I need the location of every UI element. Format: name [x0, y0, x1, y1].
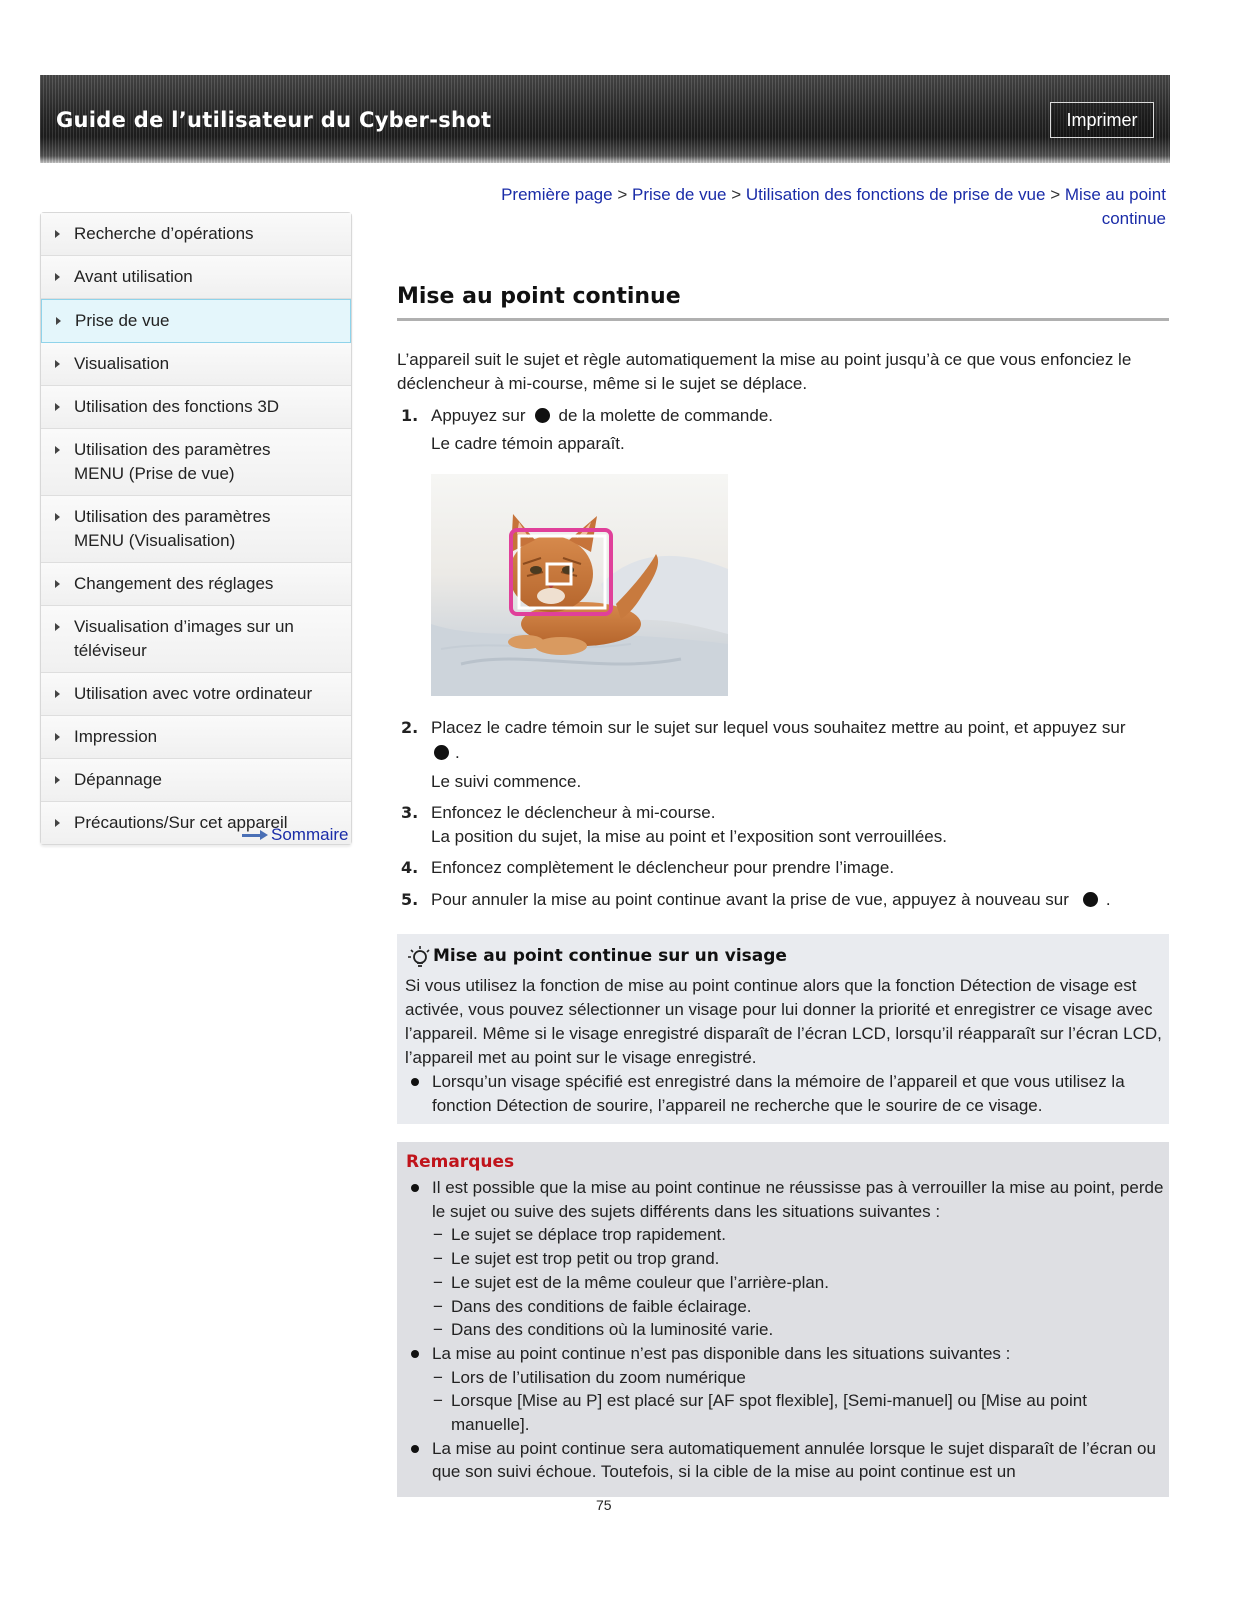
step-text: Enfoncez le déclencheur à mi-course. [431, 803, 716, 822]
sidebar-item-label: Précautions/Sur cet appareil [74, 813, 288, 832]
sidebar-item[interactable] [41, 673, 351, 716]
sidebar-item[interactable] [41, 606, 351, 673]
sidebar-item[interactable] [41, 386, 351, 429]
note-subitem: − Lorsque [Mise au P] est placé sur [AF spot flexible], [Semi-manuel] ou [Mise au point manuelle]. [405, 1389, 1167, 1436]
page-title: Mise au point continue [397, 284, 681, 309]
step-subtext: Le suivi commence. [431, 772, 582, 791]
sidebar-item-label: Utilisation des paramètres MENU (Visualisation) [74, 507, 271, 550]
note-subitem: − Le sujet est trop petit ou trop grand. [405, 1247, 1167, 1271]
breadcrumb [400, 183, 1166, 231]
caret-right-icon [55, 513, 60, 521]
step-text: . [455, 743, 460, 762]
breadcrumb-link[interactable]: Mise au point continue [1064, 185, 1166, 228]
sidebar-item-label: Utilisation des paramètres MENU (Prise de vue) [74, 440, 271, 483]
sidebar-item[interactable] [41, 343, 351, 386]
note-subitem: − Lors de l’utilisation du zoom numérique [405, 1366, 1167, 1390]
caret-right-icon [55, 273, 60, 281]
notes-box [397, 1142, 1169, 1497]
sidebar-item[interactable] [41, 759, 351, 802]
intro-text: L’appareil suit le sujet et règle automatiquement la mise au point jusqu’à ce que vous enfonciez le déclencheur à mi-course, même si le sujet se déplace. [397, 350, 1132, 393]
sidebar-item-label: Utilisation avec votre ordinateur [74, 684, 313, 703]
sidebar-item[interactable] [41, 256, 351, 299]
breadcrumb-separator: > [1050, 185, 1061, 204]
step-number: 4. [401, 858, 419, 877]
note-subitem: − Dans des conditions de faible éclairage. [405, 1295, 1167, 1319]
hint-title: Mise au point continue sur un visage [433, 946, 787, 966]
breadcrumb-separator: > [731, 185, 742, 204]
note-bullet: La mise au point continue sera automatiquement annulée lorsque le sujet disparaît de l’écran ou que son suivi échoue. Toutefois, si la cible de la mise au point continue est un [405, 1437, 1167, 1484]
caret-right-icon [55, 819, 60, 827]
note-subitem: − Dans des conditions où la luminosité varie. [405, 1318, 1167, 1342]
cat-photo-illustration [431, 474, 728, 696]
hint-paragraph: Si vous utilisez la fonction de mise au point continue alors que la fonction Détection de visage est activée, vous pouvez sélectionner un visage pour lui donner la priorité et enregistrer ce visage avec l’appareil. Même si le visage enregistré disparaît de l’écran LCD, lorsqu’il réapparaît sur l’écran LCD, l’appareil met au point sur le visage enregistré. [405, 976, 1162, 1067]
caret-right-icon [55, 360, 60, 368]
control-wheel-center-icon [434, 745, 449, 760]
step-text: Enfoncez complètement le déclencheur pour prendre l’image. [431, 858, 895, 877]
arrow-right-icon [242, 830, 268, 840]
sidebar-item-label: Prise de vue [75, 311, 170, 330]
control-wheel-center-icon [1083, 892, 1098, 907]
step-text: Appuyez sur [431, 406, 526, 425]
step-number: 1. [401, 406, 419, 425]
guide-title: Guide de l’utilisateur du Cyber-shot [56, 108, 492, 132]
sidebar-item-label: Visualisation d’images sur un téléviseur [74, 617, 294, 660]
summary-link-label: Sommaire [271, 825, 349, 844]
page-header [40, 75, 1170, 163]
sidebar-item-label: Utilisation des fonctions 3D [74, 397, 280, 416]
sidebar-item[interactable] [41, 299, 351, 343]
caret-right-icon [55, 776, 60, 784]
page-number: 75 [596, 1497, 612, 1513]
caret-right-icon [55, 403, 60, 411]
sidebar-item[interactable] [41, 496, 351, 563]
caret-right-icon [55, 690, 60, 698]
lightbulb-hint-icon [407, 944, 431, 970]
hint-bullet: Lorsqu’un visage spécifié est enregistré dans la mémoire de l’appareil et que vous utilisez la fonction Détection de sourire, l’appareil ne recherche que le sourire de ce visage. [405, 1070, 1165, 1118]
sidebar-item[interactable] [41, 716, 351, 759]
hint-box [397, 934, 1169, 1124]
note-bullet: La mise au point continue n’est pas disponible dans les situations suivantes : [405, 1342, 1167, 1366]
hint-content [405, 974, 1165, 1118]
caret-right-icon [55, 623, 60, 631]
caret-right-icon [55, 230, 60, 238]
sidebar-item[interactable] [41, 213, 351, 256]
sidebar-item-label: Impression [74, 727, 158, 746]
breadcrumb-link[interactable]: Prise de vue [632, 185, 727, 204]
breadcrumb-link[interactable]: Première page [501, 185, 613, 204]
step-text: . [1105, 890, 1111, 909]
caret-right-icon [55, 446, 60, 454]
tracking-frame-photo [431, 474, 728, 696]
caret-right-icon [55, 580, 60, 588]
sidebar-item-label: Visualisation [74, 354, 170, 373]
step-text: de la molette de commande. [558, 406, 774, 425]
step-number: 2. [401, 718, 419, 737]
note-subitem: − Le sujet est de la même couleur que l’arrière-plan. [405, 1271, 1167, 1295]
step-number: 5. [401, 890, 419, 909]
sidebar-item[interactable] [41, 563, 351, 606]
caret-right-icon [55, 733, 60, 741]
notes-title: Remarques [406, 1152, 515, 1172]
title-divider [397, 318, 1169, 321]
summary-link[interactable] [242, 825, 348, 845]
sidebar-nav [40, 212, 352, 845]
caret-right-icon [56, 317, 61, 325]
note-subitem: − Le sujet se déplace trop rapidement. [405, 1223, 1167, 1247]
control-wheel-center-icon [535, 408, 550, 423]
breadcrumb-link[interactable]: Utilisation des fonctions de prise de vue [745, 185, 1046, 204]
breadcrumb-separator: > [617, 185, 628, 204]
note-bullet: Il est possible que la mise au point continue ne réussisse pas à verrouiller la mise au point, perde le sujet ou suive des sujets différents dans les situations suivantes : [405, 1176, 1167, 1223]
step-text: Pour annuler la mise au point continue avant la prise de vue, appuyez à nouveau sur [431, 890, 1069, 909]
sidebar-item-label: Recherche d’opérations [74, 224, 254, 243]
sidebar-item-label: Dépannage [74, 770, 162, 789]
step-text: Placez le cadre témoin sur le sujet sur lequel vous souhaitez mettre au point, et appuyez sur [431, 718, 1126, 737]
step-subtext: La position du sujet, la mise au point et l’exposition sont verrouillées. [431, 827, 947, 846]
sidebar-item-label: Changement des réglages [74, 574, 274, 593]
step-number: 3. [401, 803, 419, 822]
sidebar-item[interactable] [41, 429, 351, 496]
sidebar-item-label: Avant utilisation [74, 267, 193, 286]
print-button[interactable]: Imprimer [1050, 102, 1154, 138]
step-subtext: Le cadre témoin apparaît. [431, 434, 625, 453]
notes-list [405, 1176, 1167, 1484]
